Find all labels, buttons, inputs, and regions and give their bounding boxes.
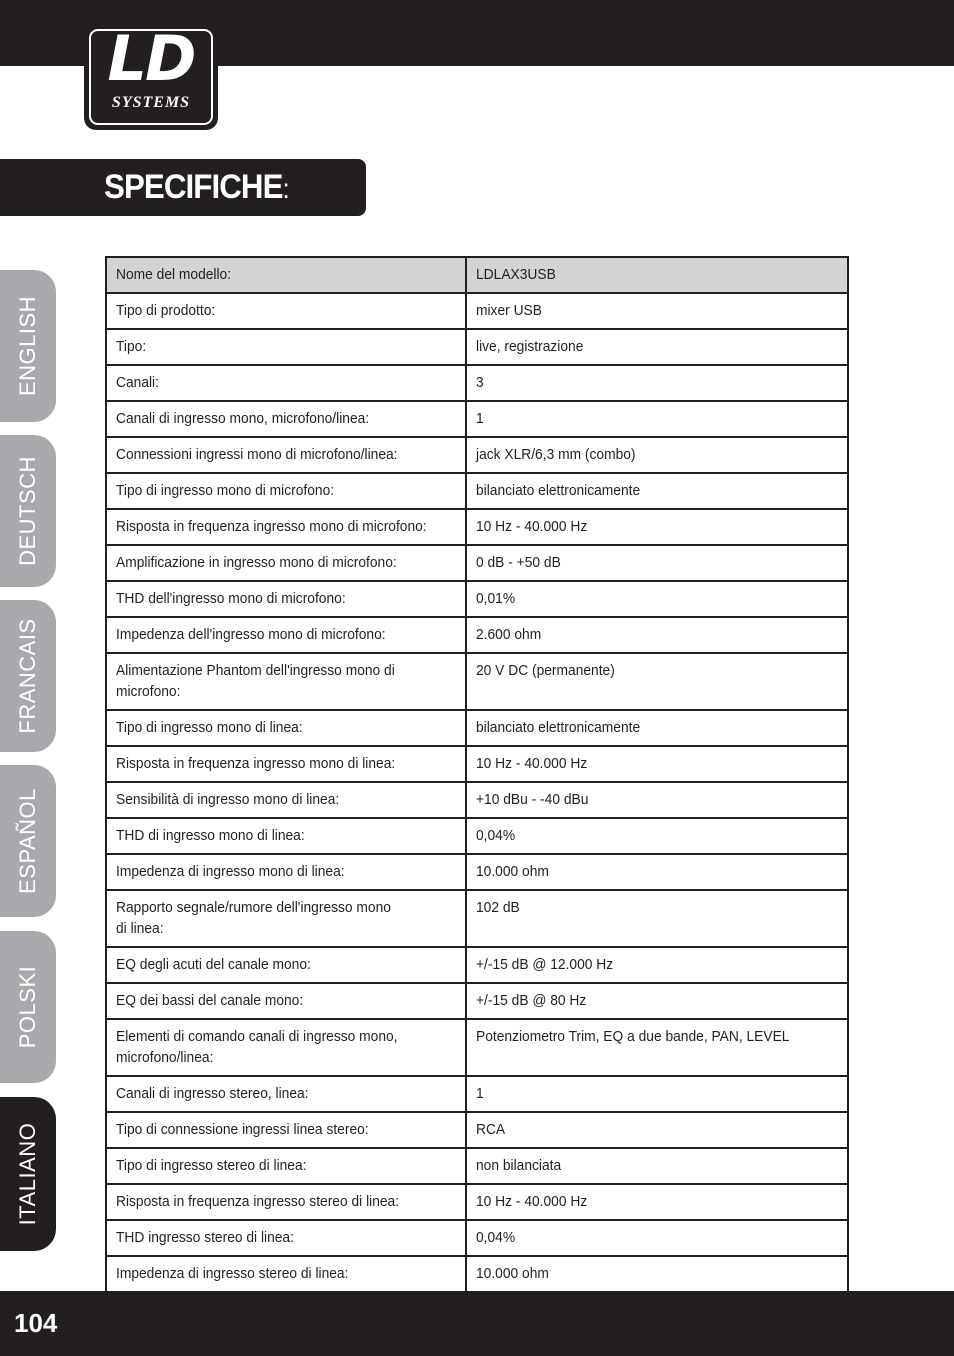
- spec-value: non bilanciata: [466, 1148, 848, 1184]
- spec-value: jack XLR/6,3 mm (combo): [466, 437, 848, 473]
- language-tab-italiano[interactable]: [0, 1097, 56, 1251]
- spec-label: Connessioni ingressi mono di microfono/linea:: [106, 437, 466, 473]
- spec-value: 0 dB - +50 dB: [466, 545, 848, 581]
- heading-text: [104, 159, 289, 217]
- spec-value: 10 Hz - 40.000 Hz: [466, 746, 848, 782]
- spec-value: 20 V DC (permanente): [466, 653, 848, 710]
- spec-value: live, registrazione: [466, 329, 848, 365]
- spec-label: Impedenza dell'ingresso mono di microfono:: [106, 617, 466, 653]
- spec-value: +10 dBu - -40 dBu: [466, 782, 848, 818]
- spec-value: 10 Hz - 40.000 Hz: [466, 1184, 848, 1220]
- spec-label: Tipo di ingresso mono di microfono:: [106, 473, 466, 509]
- logo-main-text: LD: [107, 22, 195, 95]
- table-row: [106, 1148, 848, 1184]
- spec-label: Impedenza di ingresso mono di linea:: [106, 854, 466, 890]
- spec-label: Risposta in frequenza ingresso mono di linea:: [106, 746, 466, 782]
- spec-label: Tipo di connessione ingressi linea stereo:: [106, 1112, 466, 1148]
- spec-label: Canali di ingresso mono, microfono/linea:: [106, 401, 466, 437]
- language-tab-francais[interactable]: [0, 600, 56, 752]
- spec-label: Tipo di ingresso stereo di linea:: [106, 1148, 466, 1184]
- spec-value: 2.600 ohm: [466, 617, 848, 653]
- logo-sub-text: SYSTEMS: [111, 94, 191, 111]
- table-row: [106, 1076, 848, 1112]
- table-row: [106, 890, 848, 947]
- table-row: [106, 473, 848, 509]
- spec-value: 10.000 ohm: [466, 1256, 848, 1292]
- table-row: [106, 617, 848, 653]
- spec-value: 1: [466, 1076, 848, 1112]
- table-row: [106, 293, 848, 329]
- spec-label: THD ingresso stereo di linea:: [106, 1220, 466, 1256]
- language-tab-deutsch[interactable]: [0, 435, 56, 587]
- language-tab-label: ENGLISH: [15, 295, 40, 397]
- spec-value: mixer USB: [466, 293, 848, 329]
- table-header-label: Nome del modello:: [106, 257, 466, 293]
- spec-value: 0,04%: [466, 818, 848, 854]
- spec-label: EQ degli acuti del canale mono:: [106, 947, 466, 983]
- spec-value: +/-15 dB @ 12.000 Hz: [466, 947, 848, 983]
- spec-value: 10 Hz - 40.000 Hz: [466, 509, 848, 545]
- spec-label: Elementi di comando canali di ingresso mono, microfono/linea:: [106, 1019, 466, 1076]
- table-row: [106, 437, 848, 473]
- table-header-row: [106, 257, 848, 293]
- language-tab-label: ITALIANO: [15, 1122, 40, 1226]
- spec-value: 102 dB: [466, 890, 848, 947]
- table-row: [106, 1220, 848, 1256]
- spec-value: 1: [466, 401, 848, 437]
- table-header-value: LDLAX3USB: [466, 257, 848, 293]
- language-tab-label: ESPAÑOL: [15, 788, 40, 894]
- language-tab-label: DEUTSCH: [15, 456, 40, 566]
- spec-value: bilanciato elettronicamente: [466, 710, 848, 746]
- spec-value: 0,01%: [466, 581, 848, 617]
- spec-label: Risposta in frequenza ingresso stereo di linea:: [106, 1184, 466, 1220]
- spec-label: Tipo:: [106, 329, 466, 365]
- table-row: [106, 818, 848, 854]
- language-tab-label: POLSKI: [15, 965, 40, 1049]
- spec-value: 3: [466, 365, 848, 401]
- table-row: [106, 365, 848, 401]
- table-row: [106, 545, 848, 581]
- language-tab-espanol[interactable]: [0, 765, 56, 917]
- spec-value: +/-15 dB @ 80 Hz: [466, 983, 848, 1019]
- spec-label: Risposta in frequenza ingresso mono di microfono:: [106, 509, 466, 545]
- table-row: [106, 509, 848, 545]
- spec-label: Impedenza di ingresso stereo di linea:: [106, 1256, 466, 1292]
- page-number: 104: [14, 1308, 58, 1338]
- spec-label: EQ dei bassi del canale mono:: [106, 983, 466, 1019]
- spec-label: Tipo di ingresso mono di linea:: [106, 710, 466, 746]
- spec-label: THD di ingresso mono di linea:: [106, 818, 466, 854]
- spec-label: Alimentazione Phantom dell'ingresso mono di microfono:: [106, 653, 466, 710]
- table-row: [106, 401, 848, 437]
- brand-logo: [84, 24, 218, 130]
- table-row: [106, 1184, 848, 1220]
- table-row: [106, 581, 848, 617]
- language-tab-label: FRANCAIS: [15, 618, 40, 734]
- language-tab-english[interactable]: [0, 270, 56, 422]
- spec-label: Tipo di prodotto:: [106, 293, 466, 329]
- spec-value: Potenziometro Trim, EQ a due bande, PAN, LEVEL: [466, 1019, 848, 1076]
- specifications-table: [105, 256, 849, 1350]
- language-tab-polski[interactable]: [0, 931, 56, 1083]
- spec-label: Canali di ingresso stereo, linea:: [106, 1076, 466, 1112]
- spec-label: Rapporto segnale/rumore dell'ingresso mono di linea:: [106, 890, 466, 947]
- section-heading: [0, 159, 366, 216]
- table-row: [106, 710, 848, 746]
- table-row: [106, 653, 848, 710]
- spec-label: THD dell'ingresso mono di microfono:: [106, 581, 466, 617]
- heading-colon: :: [282, 173, 289, 204]
- table-row: [106, 983, 848, 1019]
- table-row: [106, 329, 848, 365]
- table-row: [106, 746, 848, 782]
- spec-value: bilanciato elettronicamente: [466, 473, 848, 509]
- spec-value: RCA: [466, 1112, 848, 1148]
- spec-label: Canali:: [106, 365, 466, 401]
- spec-label: Amplificazione in ingresso mono di microfono:: [106, 545, 466, 581]
- table-row: [106, 854, 848, 890]
- footer-bar: [0, 1291, 954, 1356]
- table-row: [106, 1112, 848, 1148]
- table-row: [106, 1019, 848, 1076]
- heading-title: SPECIFICHE: [104, 168, 283, 206]
- spec-value: 0,04%: [466, 1220, 848, 1256]
- table-row: [106, 947, 848, 983]
- spec-label: Sensibilità di ingresso mono di linea:: [106, 782, 466, 818]
- table-row: [106, 782, 848, 818]
- table-row: [106, 1256, 848, 1292]
- spec-value: 10.000 ohm: [466, 854, 848, 890]
